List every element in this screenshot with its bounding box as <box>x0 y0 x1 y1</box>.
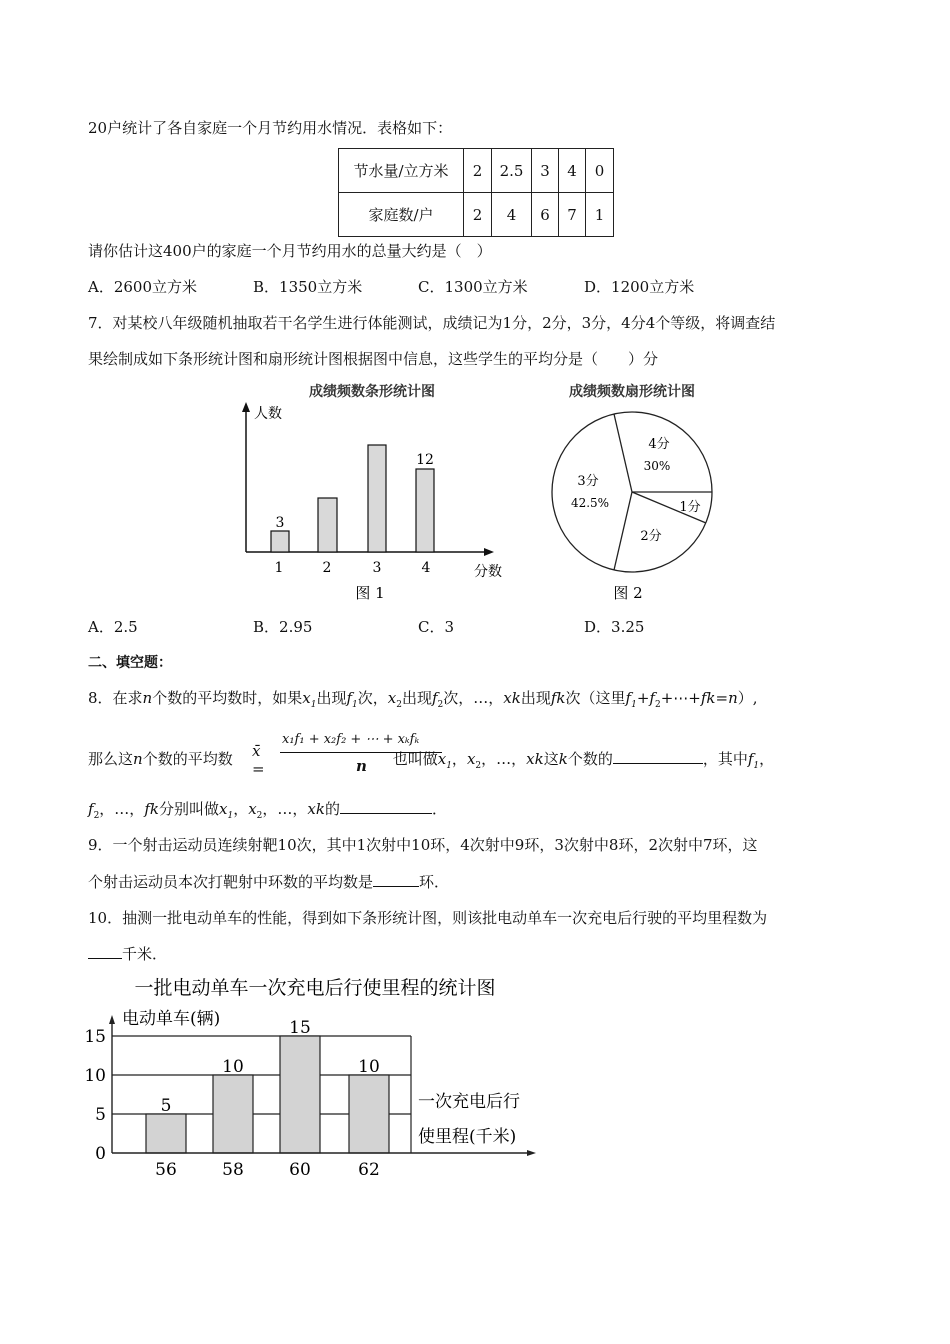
formula-denominator: n <box>356 757 367 775</box>
table-cell: 3 <box>532 149 559 193</box>
bar-3 <box>368 445 386 552</box>
x-tick: 3 <box>372 560 382 576</box>
x-axis-label-line2: 使里程(千米) <box>418 1127 517 1147</box>
answer-blank[interactable] <box>373 872 419 887</box>
q8-line1: 8．在求n个数的平均数时，如果$x_1$出现$f_1$次，$x_2$出现$f_2$次，…，xk出现fk次（这里$f_1+f_2+\cdots+fk=n$）, <box>88 689 758 710</box>
x-tick: 2 <box>322 560 332 576</box>
bar-1 <box>271 531 289 552</box>
table-cell: 0 <box>586 149 614 193</box>
x-tick: 4 <box>421 560 431 576</box>
figure-caption: 图 1 <box>355 584 385 602</box>
q6-option-d[interactable]: D．1200立方米 <box>584 278 695 296</box>
arrow-up-icon <box>109 1015 115 1024</box>
q10-line1: 10．抽测一批电动单车的性能，得到如下条形统计图，则该批电动单车一次充电后行驶的平均里程数为 <box>88 909 768 927</box>
formula-numerator: x₁f₁ + x₂f₂ + ⋯ + xₖfₖ <box>282 732 420 747</box>
score-bar-chart <box>230 378 510 606</box>
bar-4 <box>416 469 434 552</box>
q7-option-c[interactable]: C．3 <box>418 618 455 636</box>
figure-caption: 图 2 <box>613 584 643 602</box>
bar-label: 3 <box>275 515 285 531</box>
formula-lhs: x̄ = <box>252 742 265 778</box>
q6-option-b[interactable]: B．1350立方米 <box>253 278 363 296</box>
table-cell: 4 <box>492 193 532 237</box>
q8-line3: $f_2$，…，fk分别叫做$x_1$，$x_2$，…，xk的 ． <box>88 800 448 821</box>
slice-label-1: 1分 <box>679 500 701 515</box>
q6-question: 请你估计这400户的家庭一个月节约用水的总量大约是（ ） <box>88 242 492 260</box>
q9-line1: 9．一个射击运动员连续射靶10次，其中1次射中10环，4次射中9环，3次射中8环，2次射中7环，这 <box>88 836 758 854</box>
y-tick: 5 <box>95 1105 106 1125</box>
answer-blank[interactable] <box>613 749 703 764</box>
arrow-up-icon <box>242 402 250 412</box>
q6-option-c[interactable]: C．1300立方米 <box>418 278 528 296</box>
bar-label: 5 <box>160 1096 172 1116</box>
chart-title: 成绩频数条形统计图 <box>309 384 435 400</box>
q9-line2: 个射击运动员本次打靶射中环数的平均数是 环． <box>88 873 450 891</box>
q10-line2: 千米． <box>88 944 167 964</box>
water-saving-table <box>338 148 614 237</box>
x-tick: 60 <box>289 1160 311 1180</box>
slice-label-3: 3分 <box>577 474 599 489</box>
ebike-mileage-chart <box>80 970 550 1185</box>
table-cell: 1 <box>586 193 614 237</box>
table-cell: 6 <box>532 193 559 237</box>
table-cell: 2 <box>464 149 492 193</box>
row-header: 家庭数/户 <box>339 193 464 237</box>
y-axis-label: 电动单车(辆) <box>122 1009 221 1029</box>
bar-label: 15 <box>289 1018 311 1038</box>
bar-2 <box>318 498 337 552</box>
bar-60 <box>280 1036 320 1153</box>
q7-line1: 7．对某校八年级随机抽取若干名学生进行体能测试，成绩记为1分，2分，3分，4分4个等级，将调查结 <box>88 314 776 332</box>
q8-line2: 那么这n个数的平均数 也叫做$x_1$，$x_2$，…，xk这k个数的 ，其中$f_1$， <box>88 750 775 771</box>
table-cell: 2 <box>464 193 492 237</box>
q7-line2: 果绘制成如下条形统计图和扇形统计图根据图中信息，这些学生的平均分是（ ）分 <box>88 350 659 368</box>
chart-title: 成绩频数扇形统计图 <box>569 384 695 400</box>
y-tick: 15 <box>84 1027 106 1047</box>
row-header: 节水量/立方米 <box>339 149 464 193</box>
slice-label-2: 2分 <box>640 529 662 544</box>
arrow-right-icon <box>527 1150 536 1156</box>
q6-option-a[interactable]: A．2600立方米 <box>88 278 198 296</box>
bar-56 <box>146 1114 186 1153</box>
table-row <box>339 149 614 193</box>
slice-label-4: 4分 <box>648 437 670 452</box>
bar-label: 10 <box>222 1057 244 1077</box>
score-pie-chart <box>540 378 725 606</box>
q7-option-d[interactable]: D．3.25 <box>584 618 645 636</box>
x-tick: 1 <box>274 560 284 576</box>
x-tick: 62 <box>358 1160 380 1180</box>
bar-62 <box>349 1075 389 1153</box>
fraction-bar <box>280 752 442 753</box>
bar-label: 12 <box>416 452 434 468</box>
bar-58 <box>213 1075 253 1153</box>
q7-option-b[interactable]: B．2.95 <box>253 618 313 636</box>
q7-option-a[interactable]: A．2.5 <box>88 618 138 636</box>
y-tick: 0 <box>95 1144 106 1164</box>
x-axis-label: 分数 <box>474 564 502 580</box>
x-tick: 56 <box>155 1160 177 1180</box>
table-cell: 7 <box>559 193 586 237</box>
answer-blank[interactable] <box>340 799 432 814</box>
table-row <box>339 193 614 237</box>
x-axis-label-line1: 一次充电后行 <box>418 1092 520 1112</box>
table-cell: 4 <box>559 149 586 193</box>
slice-pct-4: 30% <box>643 459 671 473</box>
q6-intro: 20户统计了各自家庭一个月节约用水情况．表格如下： <box>88 119 453 137</box>
section-title: 二、填空题： <box>88 655 172 671</box>
y-tick: 10 <box>84 1066 106 1086</box>
y-axis-label: 人数 <box>254 406 282 422</box>
x-tick: 58 <box>222 1160 244 1180</box>
chart-title: 一批电动单车一次充电后行使里程的统计图 <box>134 977 496 999</box>
arrow-right-icon <box>484 548 494 556</box>
bar-label: 10 <box>358 1057 380 1077</box>
table-cell: 2.5 <box>492 149 532 193</box>
slice-pct-3: 42.5% <box>570 496 610 510</box>
answer-blank[interactable] <box>88 944 122 959</box>
